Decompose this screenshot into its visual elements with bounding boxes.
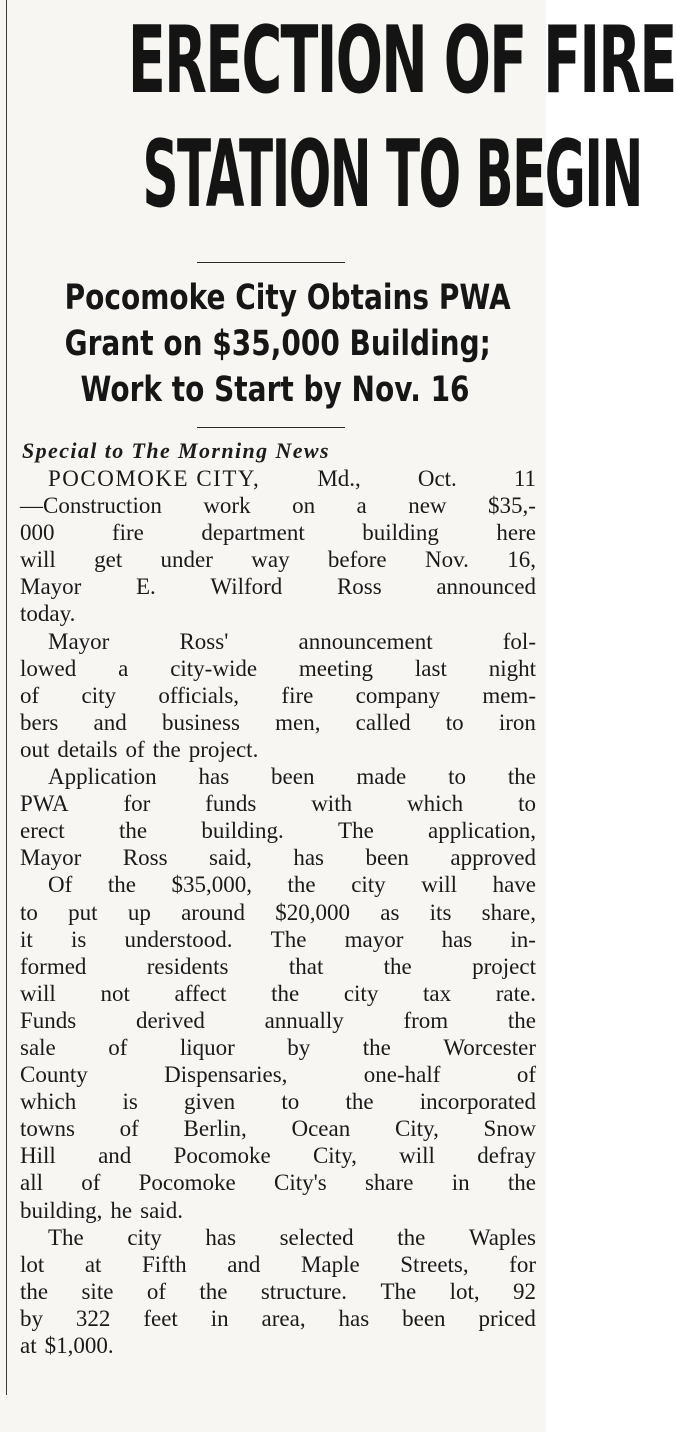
body-line: all of Pocomoke City's share in the bbox=[20, 1170, 536, 1196]
body-line: The city has selected the Waples bbox=[48, 1224, 536, 1250]
body-line: Funds derived annually from the bbox=[20, 1007, 536, 1033]
body-line: Of the $35,000, the city will have bbox=[48, 872, 536, 898]
body-line: formed residents that the project bbox=[20, 953, 536, 979]
body-line: out details of the project. bbox=[20, 736, 259, 762]
body-line: to put up around $20,000 as its share, bbox=[20, 899, 536, 925]
body-line: erect the building. The application, bbox=[20, 818, 536, 844]
body-line: will get under way before Nov. 16, bbox=[20, 547, 536, 573]
body-line: the site of the structure. The lot, 92 bbox=[20, 1278, 536, 1304]
body-line: sale of liquor by the Worcester bbox=[20, 1034, 536, 1060]
column-rule bbox=[6, 0, 7, 1395]
body-line: County Dispensaries, one-half of bbox=[20, 1062, 536, 1088]
body-line: Mayor Ross' announcement fol- bbox=[48, 628, 536, 654]
body-line: today. bbox=[20, 601, 76, 627]
body-line: Mayor Ross said, has been approved bbox=[20, 845, 536, 871]
body-line: it is understood. The mayor has in- bbox=[20, 926, 536, 952]
body-line: lowed a city-wide meeting last night bbox=[20, 655, 536, 681]
headline-line-1: ERECTION OF FIRE bbox=[127, 5, 676, 115]
body-line: lot at Fifth and Maple Streets, for bbox=[20, 1251, 536, 1277]
body-line: at $1,000. bbox=[20, 1333, 114, 1358]
body-line: towns of Berlin, Ocean City, Snow bbox=[20, 1116, 536, 1142]
deck-line-2: Grant on $35,000 Building; bbox=[64, 324, 491, 364]
headline-line-2: STATION TO BEGIN bbox=[142, 119, 642, 229]
body-line: Hill and Pocomoke City, will defray bbox=[20, 1143, 536, 1169]
separator-rule bbox=[197, 262, 345, 263]
body-line: 000 fire department building here bbox=[20, 520, 536, 546]
body-line: which is given to the incorporated bbox=[20, 1089, 536, 1115]
body-line: —Construction work on a new $35,- bbox=[20, 493, 536, 519]
byline: Special to The Morning News bbox=[22, 438, 330, 463]
body-line: Application has been made to the bbox=[48, 764, 536, 790]
body-line: PWA for funds with which to bbox=[20, 791, 536, 817]
body-line: bers and business men, called to iron bbox=[20, 709, 536, 735]
body-line: will not affect the city tax rate. bbox=[20, 980, 536, 1006]
separator-rule bbox=[197, 427, 345, 428]
body-line: Mayor E. Wilford Ross announced bbox=[20, 574, 536, 600]
deck-line-3: Work to Start by Nov. 16 bbox=[80, 370, 470, 410]
body-line: POCOMOKE CITY, Md., Oct. 11 bbox=[48, 466, 536, 491]
body-line: of city officials, fire company mem- bbox=[20, 682, 536, 708]
article-body bbox=[20, 465, 536, 1359]
body-line: building, he said. bbox=[20, 1197, 183, 1223]
body-line: by 322 feet in area, has been priced bbox=[20, 1305, 536, 1331]
deck-line-1: Pocomoke City Obtains PWA bbox=[64, 278, 511, 318]
